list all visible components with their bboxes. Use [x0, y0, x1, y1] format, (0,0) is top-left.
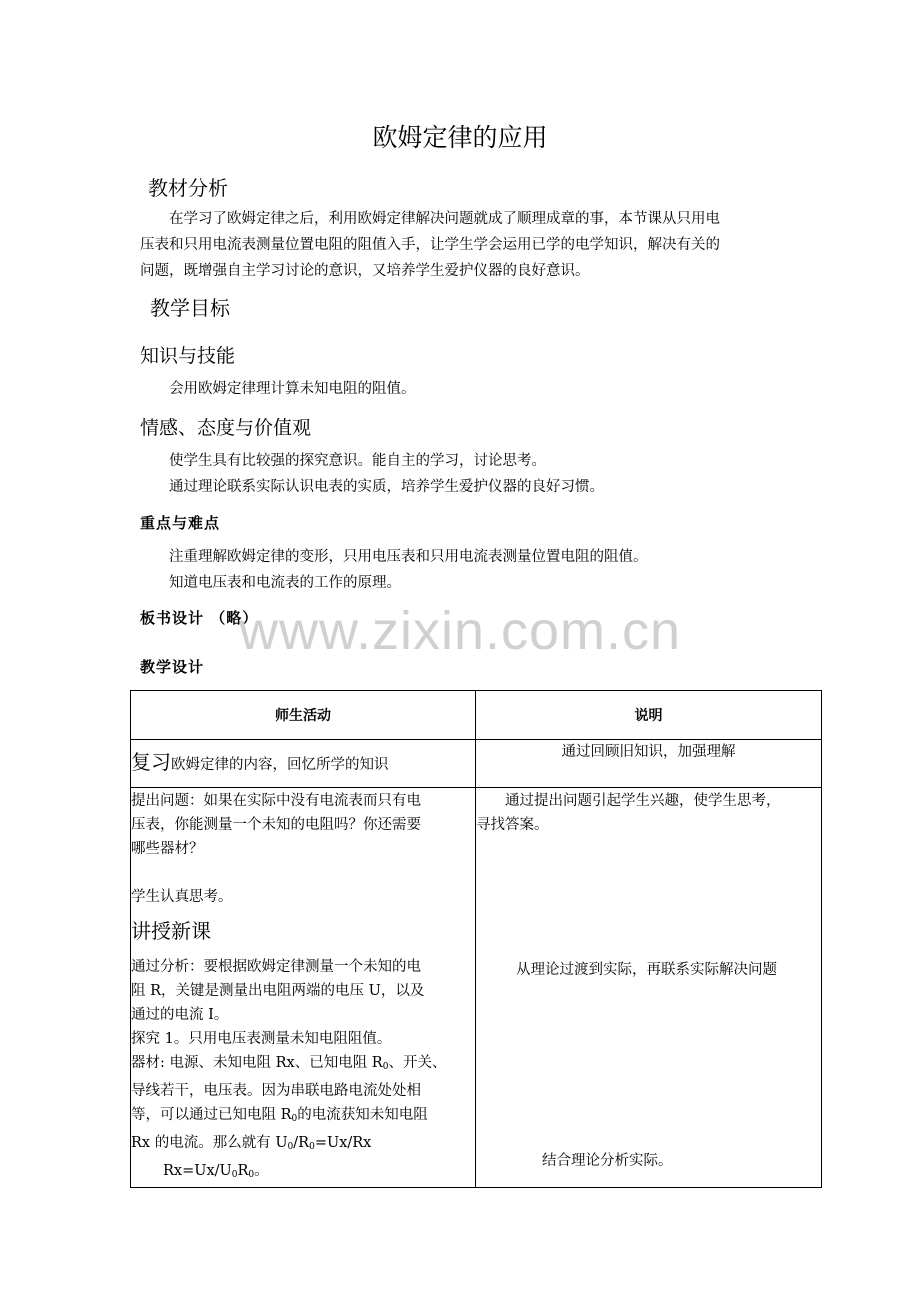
explore-line: 探究 1。只用电压表测量未知电阻阻值。 — [131, 1031, 392, 1047]
notes-cell — [476, 788, 822, 1188]
note-1b: 寻找答案。 — [476, 817, 549, 833]
keypoints-line-2: 知道电压表和电流表的工作的原理。 — [169, 575, 401, 591]
equipment-line-4: Rx 的电流。那么就有 $U_0/R_0=Ux/Rx$ — [131, 1135, 372, 1152]
review-text: 欧姆定律的内容，回忆所学的知识 — [171, 757, 389, 773]
review-cell — [131, 740, 476, 788]
analysis-line-2: 阻 R，关键是测量出电阻两端的电压 U，以及 — [131, 983, 425, 999]
question-line-3: 哪些器材？ — [131, 841, 204, 857]
heading-emotion: 情感、态度与价值观 — [140, 417, 312, 439]
formula-line: $Rx=Ux/U_0R_0$。 — [163, 1163, 269, 1180]
think-line: 学生认真思考。 — [131, 889, 233, 905]
page-title: 欧姆定律的应用 — [372, 123, 548, 152]
keypoints-line-1: 注重理解欧姆定律的变形，只用电压表和只用电流表测量位置电阻的阻值。 — [169, 549, 648, 565]
equipment-line-3: 等，可以通过已知电阻 $R_0$的电流获知未知电阻 — [131, 1107, 428, 1124]
material-line-3: 问题，既增强自主学习讨论的意识，又培养学生爱护仪器的良好意识。 — [140, 263, 590, 279]
review-label: 复习 — [131, 750, 171, 774]
note-2: 从理论过渡到实际，再联系实际解决问题 — [516, 962, 777, 978]
header-activity: 师生活动 — [131, 691, 476, 740]
material-paragraph — [140, 206, 820, 284]
lesson-table — [130, 690, 822, 1188]
emotion-line-1: 使学生具有比较强的探究意识。能自主的学习，讨论思考。 — [169, 453, 546, 469]
analysis-line-1: 通过分析：要根据欧姆定律测量一个未知的电 — [131, 959, 421, 975]
analysis-line-3: 通过的电流 I。 — [131, 1007, 229, 1023]
question-line-1: 提出问题：如果在实际中没有电流表而只有电 — [131, 793, 421, 809]
material-line-1: 在学习了欧姆定律之后，利用欧姆定律解决问题就成了顺理成章的事，本节课从只用电 — [169, 211, 720, 227]
material-line-2: 压表和只用电流表测量位置电阻的阻值入手，让学生学会运用已学的电学知识，解决有关的 — [140, 237, 720, 253]
new-lesson-label: 讲授新课 — [131, 919, 211, 943]
question-line-2: 压表，你能测量一个未知的电阻吗？你还需要 — [131, 817, 421, 833]
heading-material: 教材分析 — [148, 176, 228, 200]
heading-board: 板书设计 （略） — [140, 609, 259, 627]
table-header-row — [131, 691, 822, 740]
header-notes: 说明 — [476, 691, 822, 740]
emotion-line-2: 通过理论联系实际认识电表的实质，培养学生爱护仪器的良好习惯。 — [169, 479, 604, 495]
note-3: 结合理论分析实际。 — [542, 1153, 673, 1169]
emotion-paragraph — [140, 448, 820, 500]
knowledge-line-1: 会用欧姆定律理计算未知电阻的阻值。 — [169, 381, 416, 397]
table-row — [131, 788, 822, 1188]
heading-goals: 教学目标 — [150, 296, 230, 320]
table-row — [131, 740, 822, 788]
review-note: 通过回顾旧知识，加强理解 — [476, 740, 822, 788]
note-1: 通过提出问题引起学生兴趣，使学生思考， — [505, 793, 781, 809]
heading-keypoints: 重点与难点 — [140, 514, 221, 532]
keypoints-paragraph — [140, 544, 820, 596]
activity-cell — [131, 788, 476, 1188]
heading-design: 教学设计 — [140, 658, 205, 676]
watermark: www.zixin.com.cn — [238, 601, 682, 661]
heading-knowledge: 知识与技能 — [140, 345, 236, 367]
equipment-line-2: 导线若干，电压表。因为串联电路电流处处相 — [131, 1083, 421, 1099]
equipment-line-1: 器材: 电源、未知电阻 Rx、已知电阻 $R_0$、开关、 — [131, 1055, 447, 1072]
